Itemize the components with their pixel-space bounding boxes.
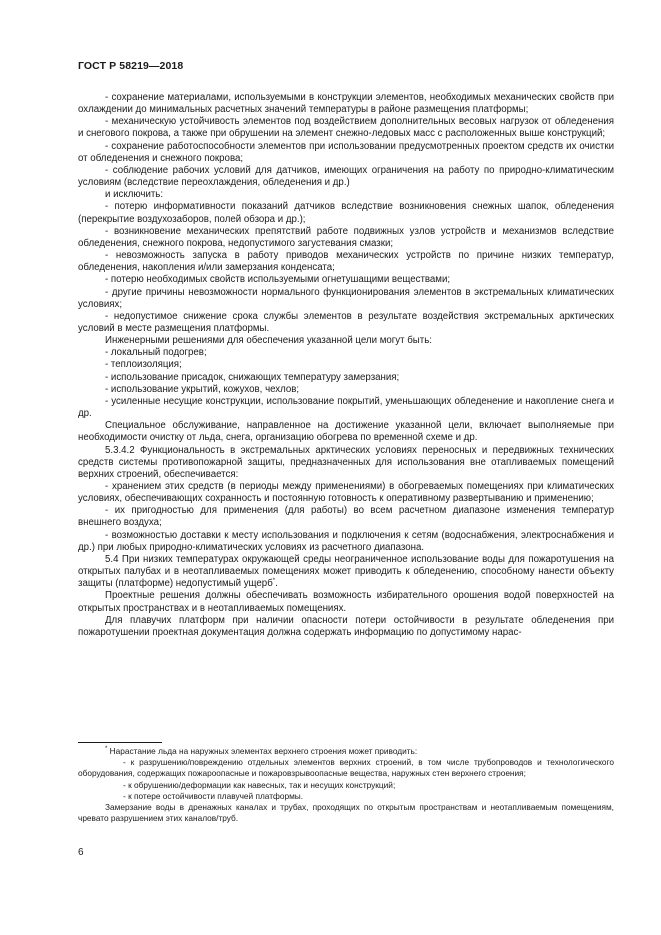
footnotes bbox=[78, 746, 614, 824]
paragraph: 5.3.4.2 Функциональность в экстремальных арктических условиях переносных и передвижных технических средств системы противопожарной защиты, предназначенных для использования вне отапливаемых помещений верхних строений, обеспечивается: bbox=[78, 444, 614, 480]
paragraph: - локальный подогрев; bbox=[105, 347, 207, 359]
footnote-extra: Замерзание воды в дренажных каналах и трубах, проходящих по открытым пространствам и неотапливаемым помещениям, чревато разрушением этих каналов/труб. bbox=[78, 802, 614, 824]
footnote-reference-mark: * bbox=[272, 578, 276, 585]
footnote-item: - к обрушению/деформации как навесных, так и несущих конструкций; bbox=[123, 779, 396, 790]
paragraph: - недопустимое снижение срока службы элементов в результате воздействия экстремальных арктических условий в месте размещения платформы. bbox=[78, 310, 614, 334]
paragraph: - механическую устойчивость элементов под воздействием дополнительных весовых нагрузок от обледенения и снегового покрова, а также при обрушении на элемент снежно-ледовых масс с расположенных выше конструкций; bbox=[78, 116, 614, 140]
paragraph: Для плавучих платформ при наличии опасности потери остойчивости в результате обледенения при пожаротушении проектная документация должна содержать информацию по допустимому нарас- bbox=[78, 614, 614, 638]
paragraph: и исключить: bbox=[105, 189, 164, 201]
main-text bbox=[78, 92, 614, 639]
paragraph: - невозможность запуска в работу приводов механических устройств по причине низких температур, обледенения, накопления и/или замерзания конденсата; bbox=[78, 250, 614, 274]
footnote-separator bbox=[78, 742, 162, 743]
paragraph: - сохранение материалами, используемыми в конструкции элементов, необходимых механических свойств при охлаждении до минимальных расчетных значений температуры в районе размещения платформы; bbox=[78, 92, 614, 116]
paragraph: - возможностью доставки к месту использования и подключения к сетям (водоснабжения, электроснабжения и др.) при любых природно-климатических условиях из расчетного диапазона. bbox=[78, 529, 614, 553]
paragraph-5-4-text: 5.4 При низких температурах окружающей среды неограниченное использование воды для пожаротушения на открытых палубах и в неотапливаемых помещениях может приводить к обледенению, способному нанести объекту защиты (платформе) недопустимый ущерб bbox=[78, 553, 614, 590]
paragraph: Инженерными решениями для обеспечения указанной цели могут быть: bbox=[105, 335, 432, 347]
paragraph: - использование укрытий, кожухов, чехлов; bbox=[105, 383, 300, 395]
page-number: 6 bbox=[78, 847, 84, 858]
paragraph: - возникновение механических препятствий работе подвижных узлов устройств и механизмов вследствие обледенения, снежного покрова, недопустимого загустевания смазки; bbox=[78, 225, 614, 249]
paragraph: - усиленные несущие конструкции, использование покрытий, уменьшающих обледенение и накопление снега и др. bbox=[78, 395, 614, 420]
paragraph-5-4 bbox=[78, 554, 614, 590]
footnote-mark: * bbox=[105, 746, 108, 753]
footnote-item: - к разрушению/повреждению отдельных элементов верхних строений, в том числе трубопроводов и технологического оборудования, содержащих пожароопасные и пожаровзрывоопасные вещества, наружных стен верхнего строения; bbox=[78, 757, 614, 779]
paragraph: - использование присадок, снижающих температуру замерзания; bbox=[105, 371, 400, 383]
paragraph: - потерю необходимых свойств используемыми огнетушащими веществами; bbox=[105, 274, 451, 286]
footnote-intro bbox=[78, 746, 614, 757]
paragraph: - соблюдение рабочих условий для датчиков, имеющих ограничения на работу по природно-климатическим условиям (вследствие переохлаждения, обледенения и др.) bbox=[78, 164, 614, 189]
paragraph: Проектные решения должны обеспечивать возможность избирательного орошения водой поверхностей на открытых пространствах и в неотапливаемых помещениях. bbox=[78, 590, 614, 614]
paragraph: - их пригодностью для применения (для работы) во всем расчетном диапазоне изменения температур внешнего воздуха; bbox=[78, 505, 614, 529]
paragraph: - теплоизоляция; bbox=[105, 359, 182, 371]
footnote-intro-text: Нарастание льда на наружных элементах верхнего строения может приводить: bbox=[109, 746, 418, 756]
paragraph: - хранением этих средств (в периоды между применениями) в обогреваемых помещениях при климатических условиях, обеспечивающих сохранность и постоянную готовность к оперативному развертыванию и применению; bbox=[78, 481, 614, 505]
paragraph: - другие причины невозможности нормального функционирования элементов в экстремальных климатических условиях; bbox=[78, 286, 614, 310]
page-header-standard: ГОСТ Р 58219—2018 bbox=[78, 60, 184, 72]
paragraph: - сохранение работоспособности элементов при использовании предусмотренных проектом средств их очистки от обледенения и снежного покрова; bbox=[78, 140, 614, 164]
paragraph-5-4-tail: . bbox=[275, 578, 278, 590]
paragraph: Специальное обслуживание, направленное на достижение указанной цели, включает выполняемые при необходимости очистку от льда, снега, организацию обогрева по временной схеме и др. bbox=[78, 420, 614, 444]
footnote-item: - к потере остойчивости плавучей платформы. bbox=[123, 790, 304, 801]
paragraph: - потерю информативности показаний датчиков вследствие возникновения снежных шапок, обледенения (перекрытие воздухозаборов, полей обзора и др.); bbox=[78, 201, 614, 225]
